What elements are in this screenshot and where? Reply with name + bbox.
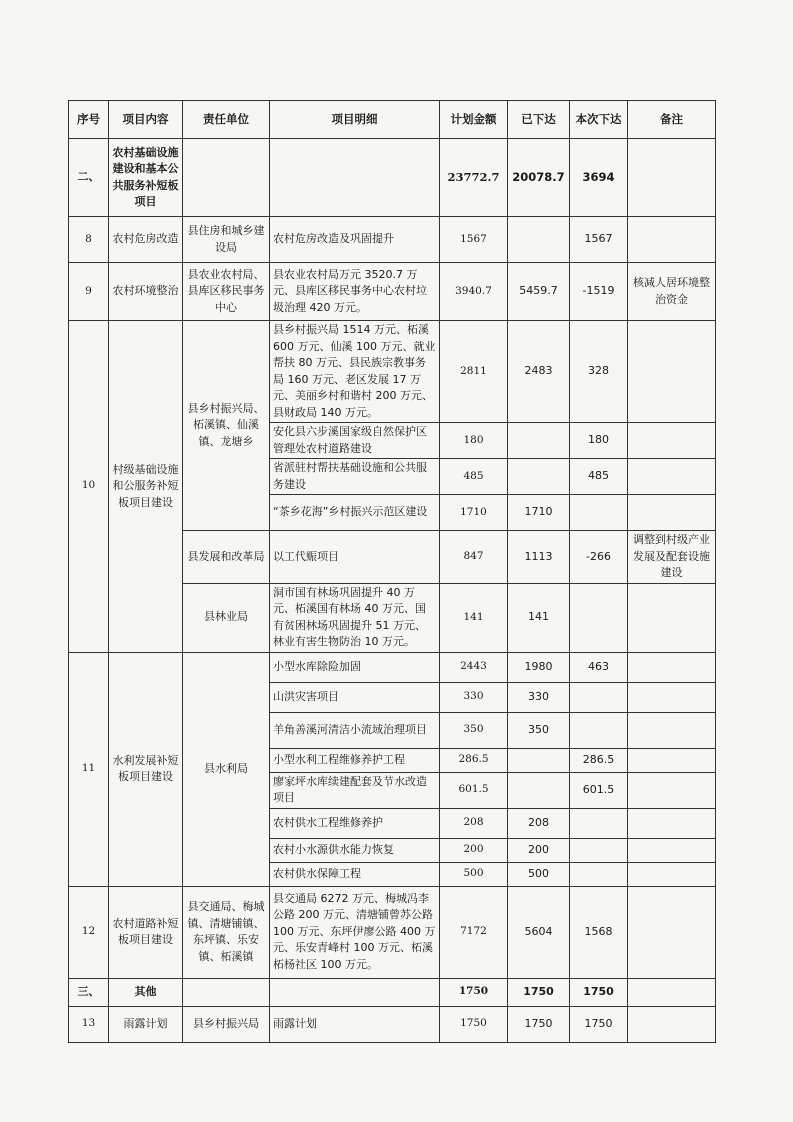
current-amount [570,682,628,712]
project-detail: 小型水库除险加固 [270,652,440,682]
project-detail: 农村危房改造及巩固提升 [270,217,440,263]
plan-amount: 3940.7 [440,263,508,321]
current-amount [570,583,628,652]
project-detail: 农村供水工程维修养护 [270,808,440,838]
current-amount [570,808,628,838]
note [628,712,716,748]
project-detail: 羊角善溪河清洁小流域治理项目 [270,712,440,748]
note [628,772,716,808]
note: 核减人居环境整治资金 [628,263,716,321]
budget-table [68,100,716,1043]
plan-amount: 2811 [440,321,508,423]
note [628,459,716,495]
note [628,217,716,263]
plan-amount: 330 [440,682,508,712]
project-detail: 农村供水保障工程 [270,862,440,886]
issued-amount [508,748,570,772]
plan-amount: 200 [440,838,508,862]
note [628,862,716,886]
project-detail: 廖家坪水库续建配套及节水改造项目 [270,772,440,808]
project-detail [270,978,440,1006]
note [628,652,716,682]
project-detail: 县乡村振兴局 1514 万元、柘溪 600 万元、仙溪 100 万元、就业帮扶 80 万元、县民族宗教事务局 160 万元、老区发展 17 万元、美丽乡村和谐村 200 万元、县财政局 140 万元。 [270,321,440,423]
current-amount: 180 [570,423,628,459]
note [628,808,716,838]
plan-amount: 847 [440,531,508,584]
plan-amount: 500 [440,862,508,886]
header-cell: 本次下达 [570,101,628,139]
issued-amount: 1710 [508,495,570,531]
note [628,886,716,978]
row-number: 12 [69,886,109,978]
project-detail: 安化县六步溪国家级自然保护区管理处农村道路建设 [270,423,440,459]
current-amount: 1750 [570,978,628,1006]
project-content: 农村道路补短板项目建设 [109,886,183,978]
issued-amount: 1980 [508,652,570,682]
current-amount: -266 [570,531,628,584]
plan-amount: 141 [440,583,508,652]
plan-amount: 601.5 [440,772,508,808]
current-amount: 485 [570,459,628,495]
current-amount: 601.5 [570,772,628,808]
issued-amount: 2483 [508,321,570,423]
issued-amount: 1113 [508,531,570,584]
plan-amount: 180 [440,423,508,459]
row-number: 三、 [69,978,109,1006]
project-content: 村级基础设施和公服务补短板项目建设 [109,321,183,653]
row-number: 二、 [69,139,109,217]
note [628,1006,716,1042]
responsible-unit [183,978,270,1006]
note [628,321,716,423]
project-content: 农村基础设施建设和基本公共服务补短板项目 [109,139,183,217]
note [628,978,716,1006]
issued-amount: 350 [508,712,570,748]
plan-amount: 485 [440,459,508,495]
plan-amount: 2443 [440,652,508,682]
note [628,495,716,531]
table-row-9 [69,263,716,321]
section-row-3 [69,978,716,1006]
plan-amount: 7172 [440,886,508,978]
responsible-unit: 县住房和城乡建设局 [183,217,270,263]
plan-amount: 286.5 [440,748,508,772]
issued-amount: 500 [508,862,570,886]
project-content: 水利发展补短板项目建设 [109,652,183,886]
plan-amount: 208 [440,808,508,838]
plan-amount: 1710 [440,495,508,531]
issued-amount [508,217,570,263]
issued-amount: 1750 [508,978,570,1006]
table-row-12 [69,886,716,978]
project-detail: 以工代赈项目 [270,531,440,584]
current-amount [570,838,628,862]
row-number: 8 [69,217,109,263]
issued-amount: 20078.7 [508,139,570,217]
header-row [69,101,716,139]
plan-amount: 23772.7 [440,139,508,217]
plan-amount: 1567 [440,217,508,263]
table-row-10a1 [69,321,716,423]
issued-amount: 200 [508,838,570,862]
plan-amount: 1750 [440,978,508,1006]
current-amount [570,495,628,531]
issued-amount: 1750 [508,1006,570,1042]
issued-amount [508,772,570,808]
header-cell: 计划金额 [440,101,508,139]
note: 调整到村级产业发展及配套设施建设 [628,531,716,584]
project-content: 农村危房改造 [109,217,183,263]
plan-amount: 350 [440,712,508,748]
header-cell: 责任单位 [183,101,270,139]
project-detail: 县农业农村局万元 3520.7 万元、县库区移民事务中心农村垃圾治理 420 万元。 [270,263,440,321]
responsible-unit: 县发展和改革局 [183,531,270,584]
project-detail [270,139,440,217]
responsible-unit: 县乡村振兴局、柘溪镇、仙溪镇、龙塘乡 [183,321,270,531]
note [628,682,716,712]
responsible-unit: 县乡村振兴局 [183,1006,270,1042]
current-amount: 328 [570,321,628,423]
project-content: 雨露计划 [109,1006,183,1042]
row-number: 13 [69,1006,109,1042]
issued-amount: 141 [508,583,570,652]
project-detail: 雨露计划 [270,1006,440,1042]
section-row-2 [69,139,716,217]
current-amount: 463 [570,652,628,682]
responsible-unit [183,139,270,217]
table-row-11-0 [69,652,716,682]
issued-amount [508,423,570,459]
table-row-8 [69,217,716,263]
project-detail: 山洪灾害项目 [270,682,440,712]
project-detail: 县交通局 6272 万元、梅城冯李公路 200 万元、清塘铺曾苏公路 100 万元、东坪伊廖公路 400 万元、乐安青峰村 100 万元、柘溪柘杨社区 100 万元。 [270,886,440,978]
current-amount: 1567 [570,217,628,263]
issued-amount [508,459,570,495]
current-amount: -1519 [570,263,628,321]
current-amount: 3694 [570,139,628,217]
current-amount: 1750 [570,1006,628,1042]
note [628,838,716,862]
row-number: 11 [69,652,109,886]
responsible-unit: 县水利局 [183,652,270,886]
project-detail: 省派驻村帮扶基础设施和公共服务建设 [270,459,440,495]
issued-amount: 5604 [508,886,570,978]
current-amount: 1568 [570,886,628,978]
note [628,583,716,652]
project-content: 其他 [109,978,183,1006]
plan-amount: 1750 [440,1006,508,1042]
note [628,423,716,459]
header-cell: 项目明细 [270,101,440,139]
row-number: 10 [69,321,109,653]
current-amount [570,862,628,886]
responsible-unit: 县交通局、梅城镇、清塘铺镇、东坪镇、乐安镇、柘溪镇 [183,886,270,978]
note [628,139,716,217]
project-detail: 农村小水源供水能力恢复 [270,838,440,862]
issued-amount: 208 [508,808,570,838]
header-cell: 备注 [628,101,716,139]
responsible-unit: 县农业农村局、县库区移民事务中心 [183,263,270,321]
header-cell: 项目内容 [109,101,183,139]
note [628,748,716,772]
project-content: 农村环境整治 [109,263,183,321]
project-detail: 洞市国有林场巩固提升 40 万元、柘溪国有林场 40 万元、国有贫困林场巩固提升 51 万元、林业有害生物防治 10 万元。 [270,583,440,652]
project-detail: 小型水利工程维修养护工程 [270,748,440,772]
header-cell: 已下达 [508,101,570,139]
project-detail: “茶乡花海”乡村振兴示范区建设 [270,495,440,531]
table-row-13 [69,1006,716,1042]
current-amount: 286.5 [570,748,628,772]
responsible-unit: 县林业局 [183,583,270,652]
issued-amount: 5459.7 [508,263,570,321]
issued-amount: 330 [508,682,570,712]
row-number: 9 [69,263,109,321]
current-amount [570,712,628,748]
header-cell: 序号 [69,101,109,139]
